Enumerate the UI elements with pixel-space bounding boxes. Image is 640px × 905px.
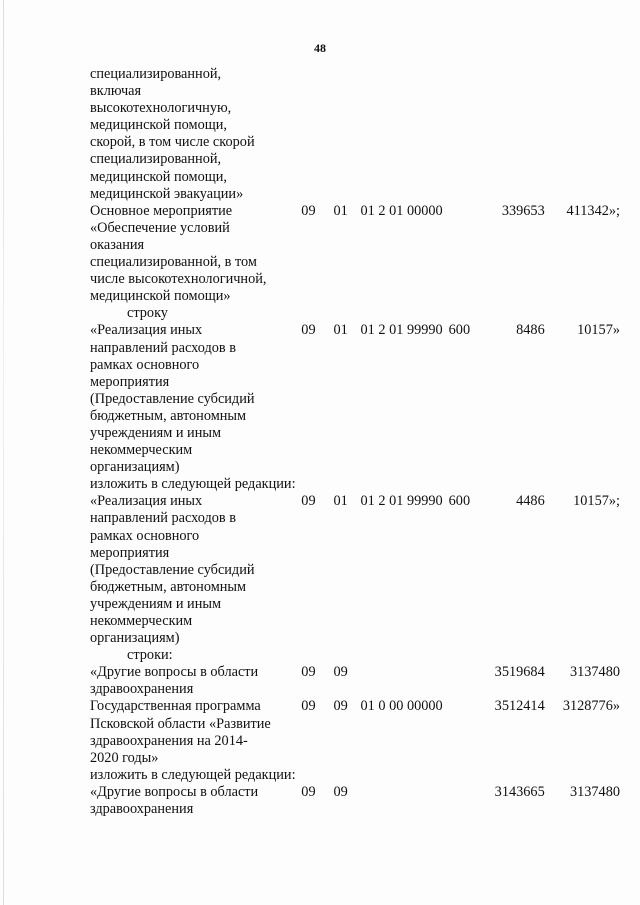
amount-year-1: 339653: [501, 202, 545, 219]
text-line: специализированной,: [90, 66, 222, 82]
instruction-text: изложить в следующей редакции:: [90, 476, 296, 493]
text-line: направлений расходов в: [90, 510, 237, 527]
text-line: учреждениям и иным: [90, 424, 222, 441]
amount-year-1: 3143665: [494, 783, 545, 800]
amount-year-1: 3519684: [494, 664, 545, 681]
text-line: рамках основного: [90, 356, 200, 373]
text-line: медицинской эвакуации»: [90, 185, 244, 202]
subsection-code: 09: [333, 698, 348, 715]
text-line: некоммерческим: [90, 613, 193, 629]
table-row-new: [90, 493, 620, 647]
section-code: 09: [301, 322, 316, 339]
text-line: специализированной,: [90, 151, 222, 168]
section-code: 09: [301, 783, 316, 800]
intro-text: [90, 66, 620, 203]
subsection-code: 09: [333, 664, 348, 681]
budget-table: [90, 66, 620, 818]
amount-year-1: 4486: [516, 493, 545, 510]
target-article-code: 01 2 01 99990: [360, 493, 443, 510]
text-line: бюджетным, автономным: [90, 407, 247, 424]
instruction-text: строки:: [127, 647, 173, 664]
row-name: [90, 698, 288, 766]
amount-year-2: 411342»;: [566, 202, 620, 219]
row-name: [90, 664, 288, 698]
text-line: оказания: [90, 236, 145, 253]
row-name: [90, 784, 288, 818]
text-line: числе высокотехнологичной,: [90, 271, 267, 288]
amount-year-2: 10157»: [577, 322, 620, 339]
text-line: 2020 годы»: [90, 749, 159, 766]
table-row-old: [90, 322, 620, 476]
text-line: «Обеспечение условий: [90, 219, 230, 236]
table-row-main-activity: [90, 203, 620, 306]
table-row-state-program: [90, 698, 620, 766]
instruction-text: строку: [127, 305, 168, 322]
subsection-code: 01: [333, 322, 348, 339]
section-code: 09: [301, 664, 316, 681]
text-line: (Предоставление субсидий: [90, 390, 255, 407]
table-row-other-health-new: [90, 784, 620, 818]
text-line: здравоохранения: [90, 681, 194, 698]
row-name: [90, 493, 288, 647]
text-line: (Предоставление субсидий: [90, 561, 255, 578]
text-line: медицинской помощи,: [90, 168, 227, 185]
target-article-code: 01 2 01 00000: [360, 202, 443, 219]
text-line: высокотехнологичную,: [90, 100, 232, 117]
text-line: «Реализация иных: [90, 493, 203, 510]
subsection-code: 09: [333, 783, 348, 800]
text-line: медицинской помощи»: [90, 288, 231, 305]
text-line: здравоохранения: [90, 801, 194, 818]
target-article-code: 01 0 00 00000: [360, 698, 443, 715]
text-line: бюджетным, автономным: [90, 578, 247, 595]
text-line: мероприятия: [90, 544, 170, 561]
section-code: 09: [301, 202, 316, 219]
text-line: Государственная программа: [90, 698, 261, 715]
section-code: 09: [301, 698, 316, 715]
amount-year-2: 3128776»: [562, 698, 620, 715]
text-line: организациям): [90, 630, 180, 647]
subsection-code: 01: [333, 202, 348, 219]
amount-year-2: 3137480: [569, 664, 620, 681]
text-line: специализированной, в том: [90, 254, 257, 271]
row-name: [90, 322, 288, 476]
expense-type-code: 600: [448, 493, 471, 510]
scan-edge: [3, 0, 4, 905]
row-name: [90, 203, 288, 306]
text-line: мероприятия: [90, 373, 170, 390]
text-line: организациям): [90, 459, 180, 476]
text-line: медицинской помощи,: [90, 117, 227, 134]
section-code: 09: [301, 493, 316, 510]
text-line: направлений расходов в: [90, 339, 237, 356]
text-line: включая: [90, 83, 142, 100]
text-line: Псковской области «Развитие: [90, 715, 271, 732]
amount-year-1: 8486: [516, 322, 545, 339]
expense-type-code: 600: [448, 322, 471, 339]
text-line: «Другие вопросы в области: [90, 783, 259, 800]
table-row-other-health-old: [90, 664, 620, 698]
text-line: скорой, в том числе скорой: [90, 134, 255, 151]
page-number: 48: [314, 41, 326, 55]
subsection-code: 01: [333, 493, 348, 510]
text-line: «Другие вопросы в области: [90, 664, 259, 681]
amount-year-2: 10157»;: [573, 493, 620, 510]
text-line: некоммерческим: [90, 442, 193, 459]
instruction-text: изложить в следующей редакции:: [90, 766, 296, 783]
text-line: рамках основного: [90, 527, 200, 544]
target-article-code: 01 2 01 99990: [360, 322, 443, 339]
text-line: Основное мероприятие: [90, 202, 233, 219]
text-line: «Реализация иных: [90, 322, 203, 339]
text-line: учреждениям и иным: [90, 595, 222, 612]
amount-year-2: 3137480: [569, 783, 620, 800]
amount-year-1: 3512414: [494, 698, 545, 715]
text-line: здравоохранения на 2014-: [90, 732, 248, 749]
